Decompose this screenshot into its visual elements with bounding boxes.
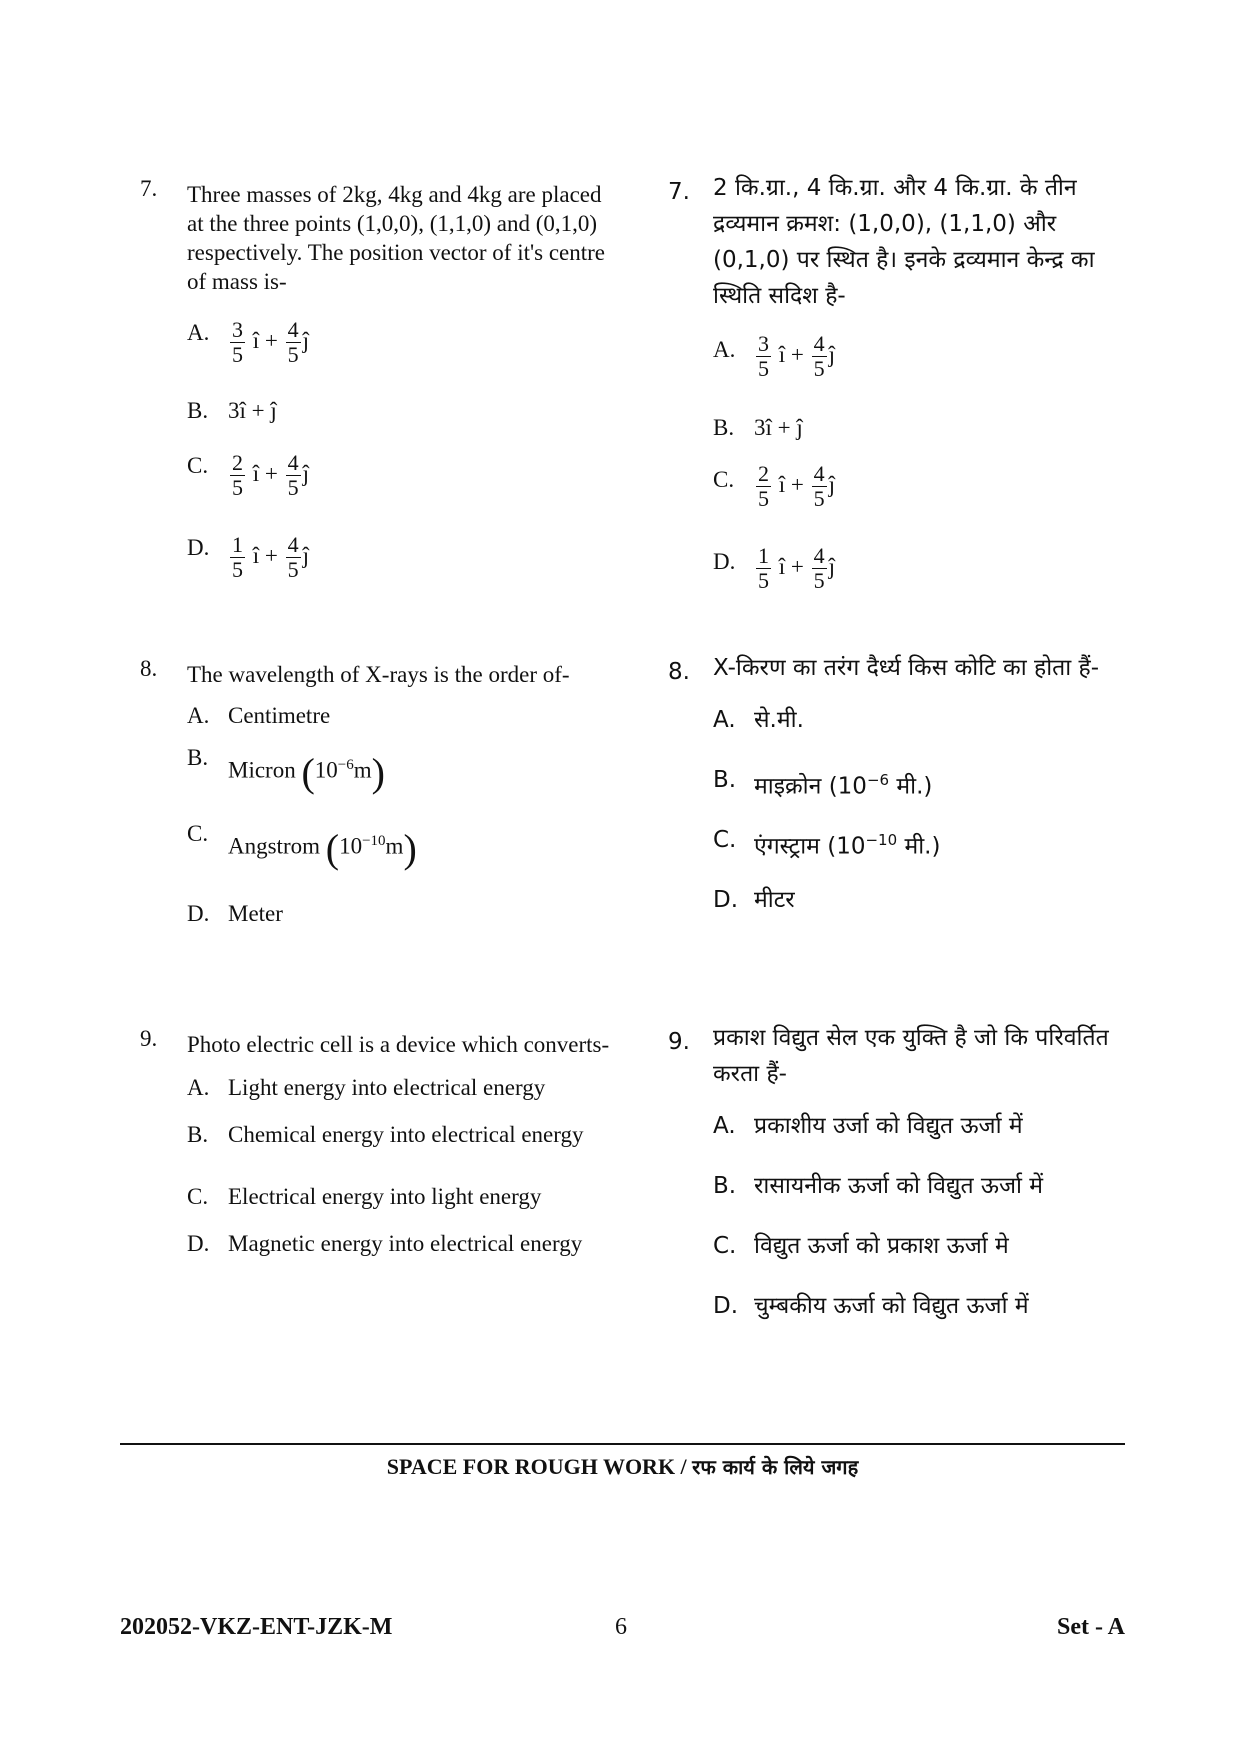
option-a[interactable]: A. $\frac{3}{5}$ î + $\frac{4}{5}$ ĵ <box>187 317 310 367</box>
option-label: B. <box>187 398 209 423</box>
hindi-column <box>668 170 1138 1324</box>
question-text: Photo electric cell is a device which converts- <box>187 1032 610 1057</box>
option-label: D. <box>187 535 210 560</box>
option-c[interactable]: C. विद्युत ऊर्जा को प्रकाश ऊर्जा मे <box>713 1228 1138 1288</box>
option-a[interactable]: A. $\frac{3}{5}$ î + $\frac{4}{5}$ ĵ <box>713 331 836 381</box>
option-label: B. <box>713 1173 737 1199</box>
option-label: C. <box>187 453 209 478</box>
question-number: 8. <box>140 656 158 681</box>
option-b[interactable]: B. माइक्रोन ($10^{-6}$ मी.) <box>713 762 1138 822</box>
option-d[interactable]: D. Meter <box>187 901 283 926</box>
option-a[interactable]: A. से.मी. <box>713 702 1138 762</box>
option-label: B. <box>713 767 737 793</box>
option-label: A. <box>713 337 736 362</box>
question-number: 7. <box>668 179 690 205</box>
question-7-hi <box>668 170 1138 650</box>
option-d[interactable]: D. Magnetic energy into electrical energy <box>187 1231 583 1256</box>
question-text: Three masses of 2kg, 4kg and 4kg are placed at the three points (1,0,0), (1,1,0) and (0,1,0) respectively. The position vector of it's centre of mass is- <box>187 182 606 294</box>
option-c[interactable]: C. $\frac{2}{5}$ î + $\frac{4}{5}$ ĵ <box>713 461 836 511</box>
option-a[interactable]: A. Centimetre <box>187 703 331 728</box>
page-number: 6 <box>615 1614 627 1640</box>
question-text: The wavelength of X-rays is the order of- <box>187 662 570 687</box>
question-text: प्रकाश विद्युत सेल एक युक्ति है जो कि परिवर्तित करता हैं- <box>713 1025 1109 1087</box>
option-d[interactable]: D. $\frac{1}{5}$ î + $\frac{4}{5}$ ĵ <box>187 532 310 582</box>
option-label: B. <box>187 1122 209 1147</box>
set-label: Set - A <box>1057 1614 1125 1640</box>
question-8-hi <box>668 650 1138 1020</box>
option-label: D. <box>187 901 210 926</box>
option-c[interactable]: C. $\frac{2}{5}$ î + $\frac{4}{5}$ ĵ <box>187 450 310 500</box>
question-9-hi <box>668 1020 1138 1324</box>
option-b[interactable]: B. Chemical energy into electrical energy <box>187 1122 584 1147</box>
option-label: C. <box>713 827 737 853</box>
option-label: A. <box>187 320 210 345</box>
option-a[interactable]: A. Light energy into electrical energy <box>187 1075 546 1100</box>
rough-work-heading: SPACE FOR ROUGH WORK / रफ कार्य के लिये जगह <box>386 1454 859 1479</box>
option-a[interactable]: A. प्रकाशीय उर्जा को विद्युत ऊर्जा में <box>713 1108 1138 1168</box>
question-7-en <box>120 170 610 650</box>
divider-rule <box>120 1443 1125 1445</box>
question-8-en <box>120 650 610 1020</box>
question-number: 7. <box>140 176 158 201</box>
option-label: B. <box>187 745 209 770</box>
option-b[interactable]: B. Micron $(10^{-6}m)$ <box>187 745 385 795</box>
option-d[interactable]: D. $\frac{1}{5}$ î + $\frac{4}{5}$ ĵ <box>713 543 836 593</box>
paper-code: 202052-VKZ-ENT-JZK-M <box>120 1614 393 1640</box>
option-label: D. <box>713 549 736 574</box>
option-label: A. <box>187 1075 210 1100</box>
option-label: A. <box>187 703 210 728</box>
option-label: D. <box>713 887 739 913</box>
option-c[interactable]: C. Electrical energy into light energy <box>187 1184 542 1209</box>
option-b[interactable]: B. रासायनीक ऊर्जा को विद्युत ऊर्जा में <box>713 1168 1138 1228</box>
option-label: B. <box>713 415 735 440</box>
option-b[interactable]: B. 3î + ĵ <box>187 398 277 423</box>
question-text: 2 कि.ग्रा., 4 कि.ग्रा. और 4 कि.ग्रा. के तीन द्रव्यमान क्रमश: (1,0,0), (1,1,0) और (0,1,0) पर स्थित है। इनके द्रव्यमान केन्द्र का स्थिति सदिश है- <box>713 175 1095 309</box>
option-label: A. <box>713 1113 736 1139</box>
question-9-en <box>120 1020 610 1258</box>
question-number: 8. <box>668 659 690 685</box>
option-c[interactable]: C. एंगस्ट्राम ($10^{-10}$ मी.) <box>713 822 1138 882</box>
option-b[interactable]: B. 3î + ĵ <box>713 410 1138 462</box>
question-number: 9. <box>140 1026 158 1051</box>
option-label: A. <box>713 707 736 733</box>
option-label: C. <box>187 821 209 846</box>
option-label: D. <box>187 1231 210 1256</box>
english-column <box>120 170 610 1258</box>
option-label: C. <box>713 1233 737 1259</box>
option-d[interactable]: D. मीटर <box>713 882 1138 918</box>
question-number: 9. <box>668 1029 690 1055</box>
question-text: X-किरण का तरंग दैर्ध्य किस कोटि का होता हैं- <box>713 655 1100 681</box>
option-d[interactable]: D. चुम्बकीय ऊर्जा को विद्युत ऊर्जा में <box>713 1288 1138 1324</box>
option-label: C. <box>713 467 735 492</box>
option-c[interactable]: C. Angstrom $(10^{-10}m)$ <box>187 821 417 871</box>
option-label: C. <box>187 1184 209 1209</box>
option-label: D. <box>713 1293 739 1319</box>
